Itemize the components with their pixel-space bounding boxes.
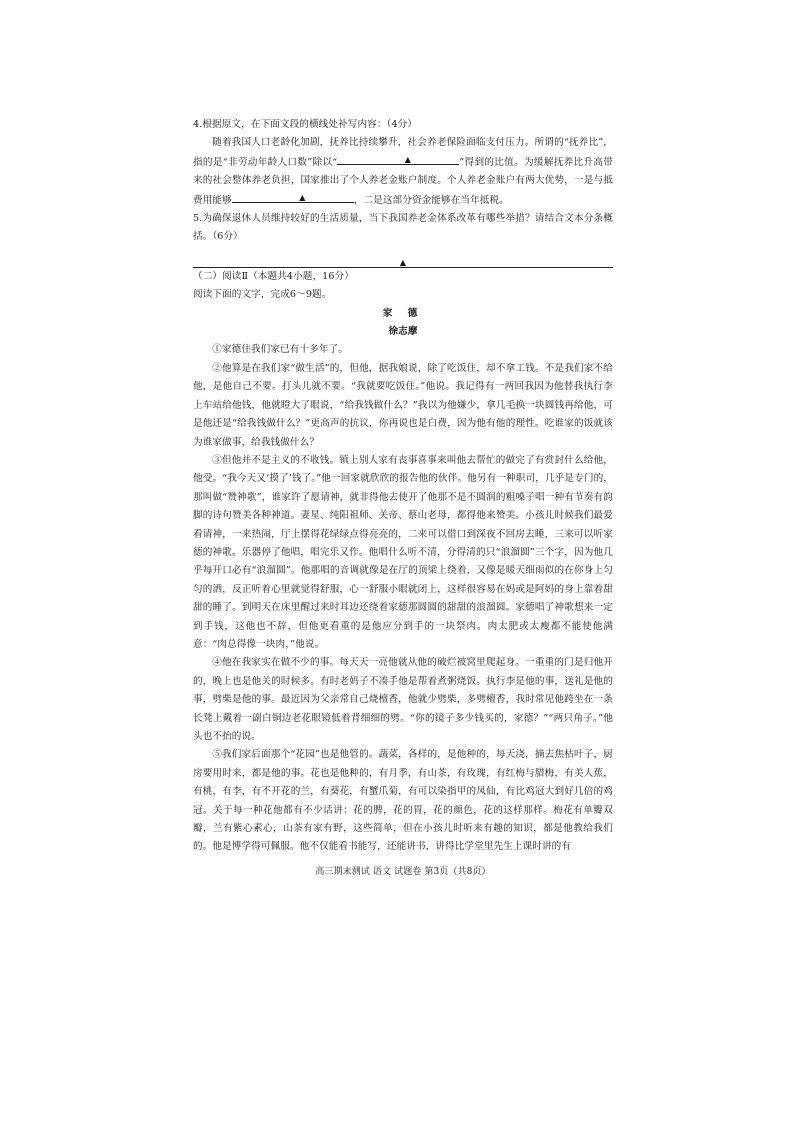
article-paragraph-2: ②他算是在我们家“做生活”的，但他，据我娘说，除了吃饭住，却不拿工钱。不是我们家不给他，是他自己不要。打头儿就不要。“我就要吃饭住。”他说。我记得有一两回我因为他替我执行李上车站给他钱，他就瞪大了眼说，“给我钱做什么？”我以为他嫌少，拿几毛换一块圆钱再给他，可是他还是“给我钱做什么？”更高声的抗议，你再说也是白费，因为他有他的理性。吃谁家的饭就该为谁家做事，给我钱做什么？ <box>193 362 613 448</box>
triangle-marker-icon: ▲ <box>299 192 306 202</box>
exam-page-content <box>193 116 613 881</box>
article-paragraph-5: ⑤我们家后面那个“花园”也是他管的。蔬菜，各样的，是他种的，每天浇，摘去焦枯叶子，厨房要用时来，都是他的事。花也是他种的，有月季，有山茶，有玫瑰，有红梅与腊梅，有美人蕉，有桃，有李，有不开花的兰，有葵花，有蟹爪菊，有可以染指甲的凤仙，有比鸡冠大到好几倍的鸡冠。关于每一种花他都有不少话讲：花的脾，花的胃，花的颜色，花的这样那样。梅花有单瓣双瓣，兰有紫心素心，山茶有家有野，这些简单，但在小孩儿时听来有趣的知识，都是他教给我们的。他是博学得可佩服。他不仅能看书能写，还能讲书，讲得比学堂里先生上课时讲的有 <box>193 749 613 853</box>
article-paragraph-3: ③但他并不是主义的不收钱。镇上别人家有丧事喜事来叫他去帮忙的做完了有赏封什么给他，他受。“我今天又‘摸了’钱了。”他一回家就欣欣的报告他的伙伴。他另有一种职司，几乎是专门的，那叫做“赞神歌”，谁家许了愿请神，就非得他去使开了他那不是不圆润的粗嗓子唱一种有节奏有韵脚的诗句赞美各种神道。妻星、纯阳祖师、关帝、蔡山老母，都得他来赞美。小孩儿时候我们最爱看请神，一来热闹，厅上摆得花绿绿点得亮亮的，二来可以借口到深夜不回房去睡，三来可以听家德的神歌。乐器停了他唱，唱完乐又作。他唱什么听不清，分得清的只“浪溜圆”三个字，因为他几乎每开口必有“浪溜圆”。他那唱的音调就像是在厅的顶梁上绕着，又像是暖天细雨似的在你身上匀匀的洒，反正听着心里就觉得舒服，心一舒服小眼就闭上，这样很容易在妈或是阿妈的身上靠着甜甜的睡了。到明天在床里醒过来时耳边还绕着家德那圆圆的甜甜的浪溜圆。家德唱了神歌想来一定到手钱，这他也不辞，但他更看重的是他应分到手的一块祭肉。肉太肥或太瘦都不能使他满意：“肉总得像一块肉，”他说。 <box>193 454 613 650</box>
page-footer: 高三期末测试 语文 试题卷 第3页（共8页） <box>315 866 491 877</box>
article-paragraph-4: ④他在我家实在做不少的事。每天天一亮他就从他的破烂被窝里爬起身。一重重的门是归他开的，晚上也是他关的时候多。有时老妈子不凑手他是帮着煮粥烧饭。执行李是他的事，送礼是他的事，劈柴是他的事。最近因为父亲常自己烧檀香，他就少劈柴，多劈檀香，我时常见他跨坐在一条长凳上戴着一副白铜边老花眼镜低着背细细的劈。“你的镜子多少钱买的，家德？”“两只角子。”他头也不抬的说。 <box>193 657 613 742</box>
answer-blank-1[interactable] <box>337 153 459 165</box>
question-4-passage <box>193 134 613 210</box>
article-paragraph-1: ①家德住我们家已有十多年了。 <box>212 344 348 356</box>
triangle-marker-icon: ▲ <box>399 257 407 267</box>
article-author: 徐志摩 <box>388 326 418 338</box>
q4-text-part3: ，二是这部分资金能够在当年抵税。 <box>353 194 509 206</box>
section-instruction: 阅读下面的文字，完成6～9题。 <box>193 289 332 301</box>
triangle-marker-icon: ▲ <box>404 154 412 164</box>
answer-line-q5[interactable] <box>193 247 613 268</box>
question-4-prompt: 4.根据原文，在下面文段的横线处补写内容：（4分） <box>193 119 418 130</box>
question-5-prompt: 5.为确保退休人员维持较好的生活质量，当下我国养老金体系改革有哪些举措？请结合文本分条概括。（6分） <box>193 213 613 243</box>
section-heading: （二）阅读Ⅱ（本题共4小题，16分） <box>193 270 354 282</box>
article-title: 家 德 <box>382 307 424 319</box>
q4-text-part1: 随着我国人口老龄化加剧，抚养比持续攀升，社会养老保险面临支付压力。所谓的“抚养比”，指的是“非劳动年龄人口数”除以“ <box>193 137 613 168</box>
answer-blank-2[interactable] <box>232 191 354 203</box>
q4-text-part2: ”得到的比值。为缓解抚养比升高带来的社会整体养老负担，国家推出了个人养老金账户制度。个人养老金账户有两大优势，一是与抵费用能够 <box>193 156 613 206</box>
